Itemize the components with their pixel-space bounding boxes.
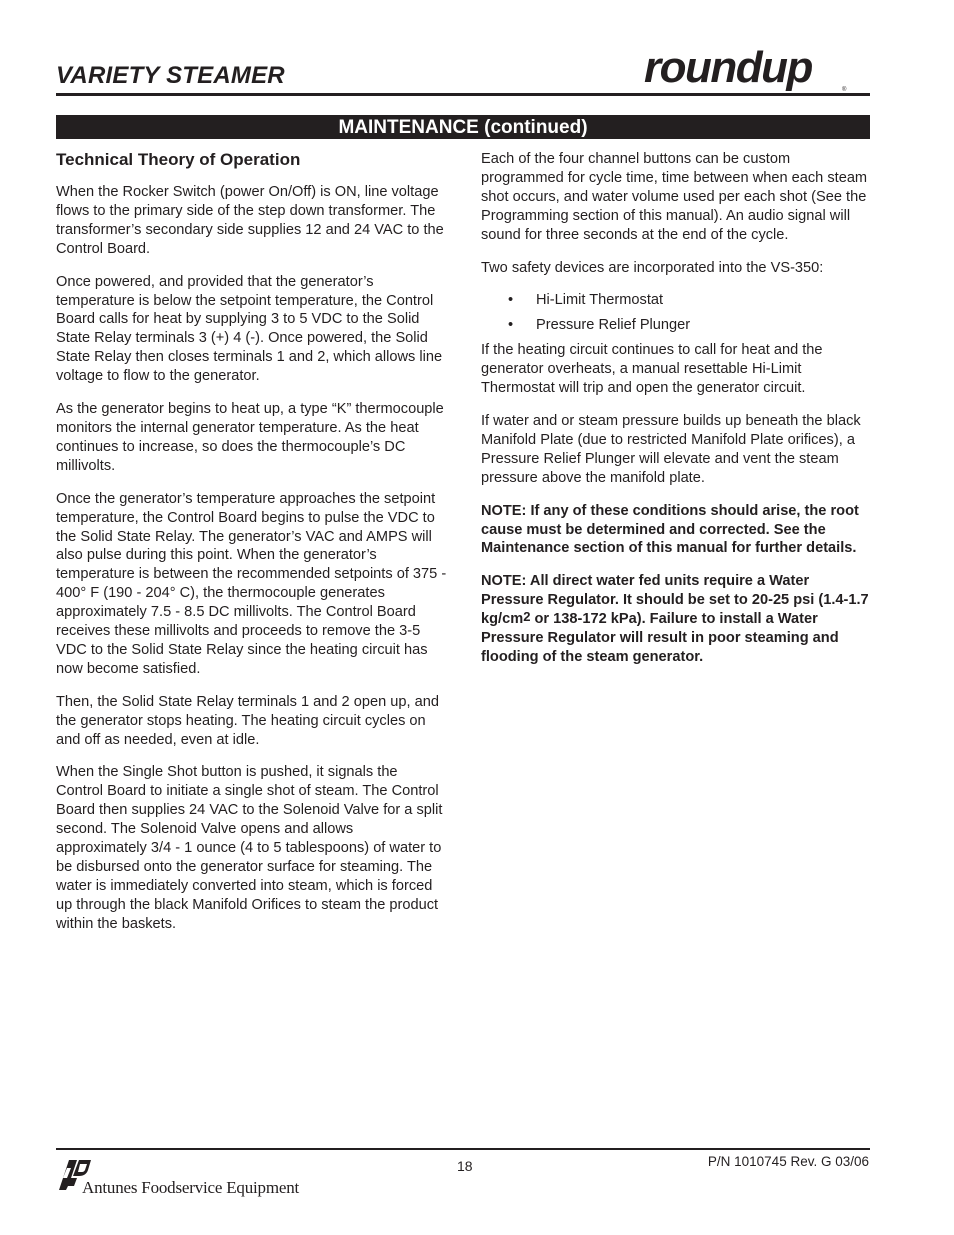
paragraph: Each of the four channel buttons can be custom programmed for cycle time, time between when each steam shot occurs, and water volume used per each shot (See the Programming section of this manual). An audio signal will sound for three seconds at the end of the cycle.: [481, 151, 868, 243]
right-column: [481, 150, 873, 681]
section-header: MAINTENANCE (continued): [56, 115, 870, 139]
part-number: P/N 1010745 Rev. G 03/06: [707, 1154, 869, 1169]
svg-text:®: ®: [842, 87, 847, 93]
bullet-icon: •: [508, 317, 514, 334]
company-name: Antunes Foodservice Equipment: [82, 1178, 300, 1197]
paragraph: As the generator begins to heat up, a type “K” thermocouple monitors the internal generator temperature. As the heat continues to increase, so does the thermocouple’s DC millivolts.: [56, 401, 444, 474]
paragraph: When the Single Shot button is pushed, it signals the Control Board to initiate a single shot of steam. The Control Board then supplies 24 VAC to the Solenoid Valve for a split second. The Solenoid Valve opens and allows approximately 3/4 - 1 ounce (4 to 5 tablespoons) of water to be disbursed onto the generator surface for steaming. The water is immediately converted into steam, which is forced up through the black Manifold Orifices to steam the product within the baskets.: [56, 764, 443, 932]
paragraph: If the heating circuit continues to call for heat and the generator overheats, a manual resettable Hi-Limit Thermostat will trip and open the generator circuit.: [481, 342, 823, 397]
note-text: NOTE: All direct water fed units require a Water Pressure Regulator. It should be set to 20-25 psi (1.4-1.7 kg/cm: [481, 573, 869, 628]
paragraph: If water and or steam pressure builds up beneath the black Manifold Plate (due to restricted Manifold Plate orifices), a Pressure Relief Plunger will elevate and vent the steam pressure above the manifold plate.: [481, 412, 861, 486]
paragraph: Once powered, and provided that the generator’s temperature is below the setpoint temperature, the Control Board calls for heat by supplying 3 to 5 VDC to the Solid State Relay terminals 3 (+) 4 (-). Once powered, the Solid State Relay then closes terminals 1 and 2, which allows line voltage to flow to the generator.: [56, 273, 443, 385]
note: [481, 572, 873, 667]
header-rule: [56, 93, 870, 96]
roundup-logo-text: roundup: [644, 44, 812, 92]
paragraph: Once the generator’s temperature approaches the setpoint temperature, the Control Board begins to pulse the VDC to the Solid State Relay. The generator’s VAC and AMPS will also pulse during this point. When the generator’s temperature is between the recommended setpoints of 375 - 400° F (190 - 204° C), the thermocouple generates approximately 7.5 - 8.5 DC millivolts. The Control Board receives these millivolts and proceeds to remove the 3-5 VDC to the Solid State Relay since the heating circuit has now become satisfied.: [56, 490, 447, 677]
paragraph: Then, the Solid State Relay terminals 1 and 2 open up, and the generator stops heating. The heating circuit cycles on and off as needed, even at idle.: [56, 693, 439, 748]
bullet-icon: •: [508, 292, 514, 309]
note: NOTE: If any of these conditions should arise, the root cause must be determined and corrected. See the Maintenance section of this manual for further details.: [481, 502, 859, 557]
page-number: 18: [457, 1158, 473, 1174]
footer-rule: [56, 1148, 870, 1150]
paragraph: When the Rocker Switch (power On/Off) is ON, line voltage flows to the primary side of the step down transformer. The transformer’s secondary side supplies 12 and 24 VAC to the Control Board.: [56, 184, 444, 257]
list-item: [481, 316, 873, 335]
paragraph: Two safety devices are incorporated into the VS-350:: [481, 259, 824, 276]
list-item-label: Hi-Limit Thermostat: [536, 292, 664, 309]
note-text: or 138-172 kPa). Failure to install a Water Pressure Regulator will result in poor steaming and flooding of the steam generator.: [481, 611, 839, 665]
subheading: Technical Theory of Operation: [56, 150, 301, 169]
safety-device-list: [481, 291, 873, 335]
list-item: [481, 291, 873, 310]
roundup-logo: [642, 44, 872, 94]
left-column: [56, 148, 448, 948]
superscript: 2: [523, 609, 531, 625]
document-title: VARIETY STEAMER: [56, 62, 285, 89]
list-item-label: Pressure Relief Plunger: [536, 317, 691, 334]
